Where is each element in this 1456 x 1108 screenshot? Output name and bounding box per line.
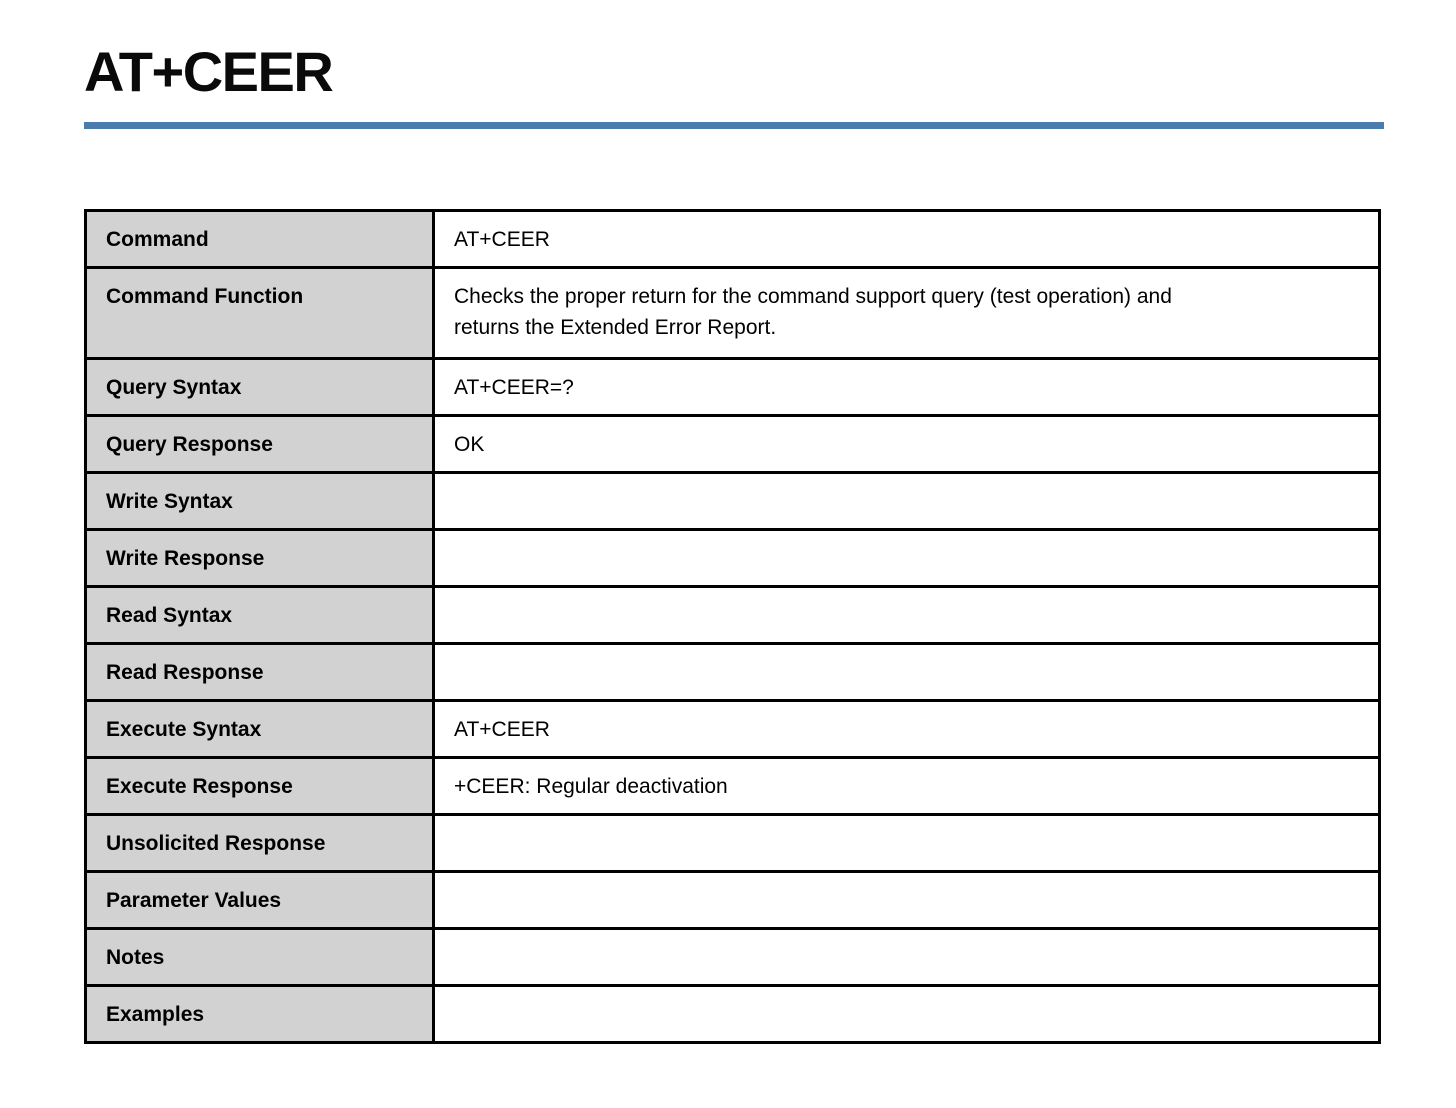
row-value (434, 644, 1380, 701)
row-value (434, 701, 1380, 758)
page-title: AT+CEER (84, 40, 333, 103)
row-label-text: Command Function (106, 285, 304, 308)
row-value-text: AT+CEER (454, 228, 550, 251)
row-label (86, 815, 434, 872)
row-label (86, 473, 434, 530)
row-value (434, 211, 1380, 268)
row-value (434, 268, 1380, 359)
row-label-text: Read Response (106, 661, 264, 684)
table-row (86, 815, 1380, 872)
row-label (86, 587, 434, 644)
row-value (434, 815, 1380, 872)
row-label (86, 986, 434, 1043)
table-row (86, 929, 1380, 986)
row-label-text: Query Syntax (106, 376, 242, 399)
row-value-text: OK (454, 433, 485, 456)
row-value-text: +CEER: Regular deactivation (454, 775, 728, 798)
table-row (86, 644, 1380, 701)
table-row (86, 587, 1380, 644)
row-label (86, 268, 434, 359)
row-value (434, 929, 1380, 986)
row-label-text: Execute Syntax (106, 718, 262, 741)
row-label-text: Execute Response (106, 775, 293, 798)
title-divider-rule (84, 122, 1384, 129)
row-value-text: Checks the proper return for the command support query (test operation) and returns the Extended Error Report. (454, 285, 1172, 339)
row-label-text: Parameter Values (106, 889, 282, 912)
table-row (86, 268, 1380, 359)
row-label (86, 359, 434, 416)
table-row (86, 359, 1380, 416)
row-value (434, 587, 1380, 644)
row-value-text: AT+CEER=? (454, 376, 574, 399)
row-value (434, 530, 1380, 587)
row-label (86, 929, 434, 986)
command-reference-table (84, 209, 1381, 1044)
row-label (86, 872, 434, 929)
row-value (434, 473, 1380, 530)
table-row (86, 530, 1380, 587)
table-row (86, 416, 1380, 473)
row-label-text: Command (106, 228, 209, 251)
table-row (86, 872, 1380, 929)
row-value (434, 872, 1380, 929)
row-value (434, 986, 1380, 1043)
row-label (86, 701, 434, 758)
row-label (86, 758, 434, 815)
row-value (434, 359, 1380, 416)
row-label (86, 644, 434, 701)
row-label-text: Write Response (106, 547, 265, 570)
row-label-text: Unsolicited Response (106, 832, 326, 855)
row-label-text: Examples (106, 1003, 205, 1026)
row-value-text: AT+CEER (454, 718, 550, 741)
table-row (86, 986, 1380, 1043)
table-row (86, 473, 1380, 530)
row-value (434, 758, 1380, 815)
table-row (86, 701, 1380, 758)
row-value (434, 416, 1380, 473)
table-row (86, 211, 1380, 268)
row-label (86, 530, 434, 587)
row-label (86, 211, 434, 268)
row-label-text: Query Response (106, 433, 273, 456)
row-label-text: Notes (106, 946, 165, 969)
row-label (86, 416, 434, 473)
row-label-text: Write Syntax (106, 490, 233, 513)
row-label-text: Read Syntax (106, 604, 233, 627)
table-row (86, 758, 1380, 815)
